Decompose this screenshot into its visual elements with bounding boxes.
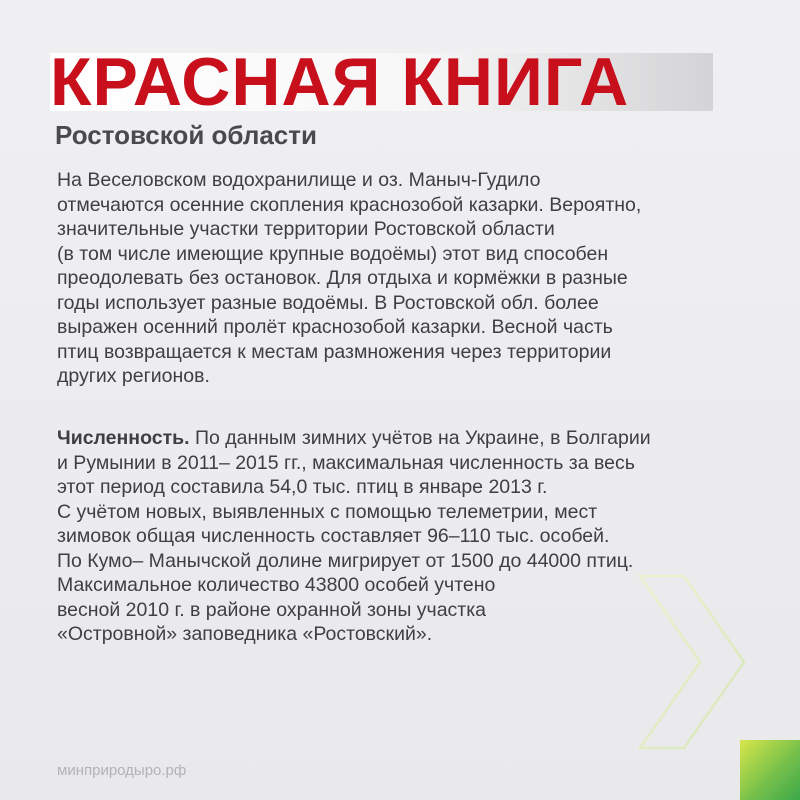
text-line: отмечаются осенние скопления краснозобой казарки. Вероятно,	[57, 193, 642, 216]
population-heading: Численность.	[57, 427, 190, 449]
text-line: зимовок общая численность составляет 96–110 тыс. особей.	[57, 525, 610, 547]
text-line: весной 2010 г. в районе охранной зоны участка	[57, 598, 487, 621]
site-url: минприродыро.рф	[57, 762, 187, 779]
corner-accent	[740, 740, 800, 800]
text-line	[57, 426, 651, 451]
text-span: По данным зимних учётов на Украине, в Болгарии	[189, 427, 651, 449]
text-line: преодолевать без остановок. Для отдыха и кормёжки в разные	[57, 267, 628, 289]
paragraph-migration	[57, 168, 641, 389]
text-line: На Веселовском водохранилище и оз. Маныч-Гудило	[57, 169, 541, 191]
text-line: и Румынии в 2011– 2015 гг., максимальная численность за весь	[57, 451, 635, 474]
text-line: птиц возвращается к местам размножения через территории	[57, 340, 612, 363]
paragraph-population	[57, 426, 651, 647]
text-line: «Островной» заповедника «Ростовский».	[57, 623, 433, 645]
text-line: По Кумо– Манычской долине мигрирует от 1500 до 44000 птиц.	[57, 549, 634, 572]
text-line: значительные участки территории Ростовской области	[57, 218, 555, 240]
page-title: КРАСНАЯ КНИГА	[50, 44, 630, 120]
text-line: выражен осенний пролёт краснозобой казарки. Весной часть	[57, 316, 613, 338]
text-line: С учётом новых, выявленных с помощью телеметрии, мест	[57, 500, 598, 523]
text-line: годы использует разные водоёмы. В Ростовской обл. более	[57, 291, 599, 314]
text-line: Максимальное количество 43800 особей учтено	[57, 574, 496, 596]
page-subtitle: Ростовской области	[55, 120, 317, 150]
chevron-right-icon	[632, 572, 752, 752]
text-line: других регионов.	[57, 365, 210, 387]
text-line: этот период составила 54,0 тыс. птиц в январе 2013 г.	[57, 476, 548, 498]
text-line: (в том числе имеющие крупные водоёмы) этот вид способен	[57, 242, 609, 265]
